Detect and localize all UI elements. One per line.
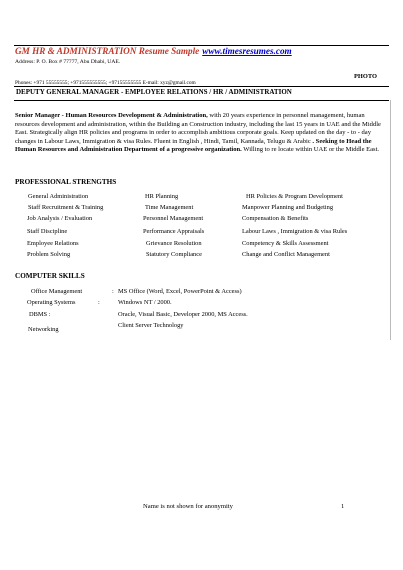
strength-item: Statutory Compliance [146, 251, 202, 258]
skill-label: Networking [28, 326, 59, 333]
contact-phones: Phones: +971 55555555; +971555555555; +97155555555 E-mail: xyz@gmail.com [15, 80, 196, 86]
resume-header [15, 46, 292, 56]
skill-value: MS Office (Word, Excel, PowerPoint & Access) [118, 288, 242, 295]
address-line: Address: P. O. Box # 77777, Abu Dhabi, UAE. [15, 59, 121, 65]
photo-placeholder: PHOTO [354, 73, 377, 80]
summary-tail: Willing to re locate within UAE or the Middle East. [241, 146, 380, 154]
summary-body: with 20 years experience in personnel management, human resources development and administration, within the Building an Construction industry, including the last 15 years in UAE and the Middle East. Strategically align HR policies and programs in order to accomplish ambitious corporate goals. Keep updated on the day - to - day changes in Labour Laws, Immigration & visa Rules. Fluent in English , Hindi, Tamil, Kannada, Telugu & Arabic [15, 112, 381, 145]
footer-note: Name is not shown for anonymity [143, 503, 233, 510]
strength-item: Compensation & Benefits [242, 215, 309, 222]
skill-label: DBMS : [29, 311, 51, 318]
skill-value: Client Server Technology [118, 322, 184, 329]
skill-value: Oracle, Visual Basic, Developer 2000, MS Access. [118, 311, 248, 318]
strength-item: Staff Discipline [27, 228, 68, 235]
right-margin-rule [390, 100, 391, 340]
strength-item: Time Management [145, 204, 194, 211]
strength-item: Problem Solving [27, 251, 71, 258]
skill-colon: : [98, 299, 100, 306]
strength-item: Employee Relations [27, 240, 79, 247]
career-summary [15, 112, 390, 155]
strength-item: Staff Recruitment & Training [28, 204, 104, 211]
strength-item: Personnel Management [143, 215, 204, 222]
strength-item: Performance Appraisals [143, 228, 205, 235]
position-title: DEPUTY GENERAL MANAGER - EMPLOYEE RELATIONS / HR / ADMINISTRATION [16, 88, 292, 96]
strength-item: HR Planning [145, 193, 179, 200]
strength-item: Manpower Planning and Budgeting [242, 204, 334, 211]
section-professional-strengths: PROFESSIONAL STRENGTHS [15, 178, 117, 186]
skill-label: Operating Systems [27, 299, 76, 306]
website-link[interactable]: www.timesresumes.com [202, 46, 292, 56]
page-number: 1 [341, 503, 345, 510]
strength-item: Grievance Resolution [146, 240, 202, 247]
strength-item: Change and Conflict Management [242, 251, 330, 258]
strength-item: Job Analysis / Evaluation [27, 215, 93, 222]
skill-colon: : [112, 288, 114, 295]
resume-title: GM HR & ADMINISTRATION Resume Sample [15, 46, 200, 56]
skill-label: Office Management [31, 288, 83, 295]
skill-value: Windows NT / 2000. [118, 299, 172, 306]
strength-item: General Administration [28, 193, 89, 200]
position-band [14, 86, 389, 101]
summary-goal: . Seeking to Head the Human Resources and Administration Department of a progressive organization. [15, 137, 372, 154]
section-computer-skills: COMPUTER SKILLS [15, 272, 85, 280]
summary-lead: Senior Manager - Human Resources Development & Administration, [15, 112, 208, 119]
strength-item: HR Policies & Program Development [246, 193, 343, 200]
strength-item: Competency & Skills Assessment [242, 240, 329, 247]
strength-item: Labour Laws , Immigration & visa Rules [242, 228, 348, 235]
